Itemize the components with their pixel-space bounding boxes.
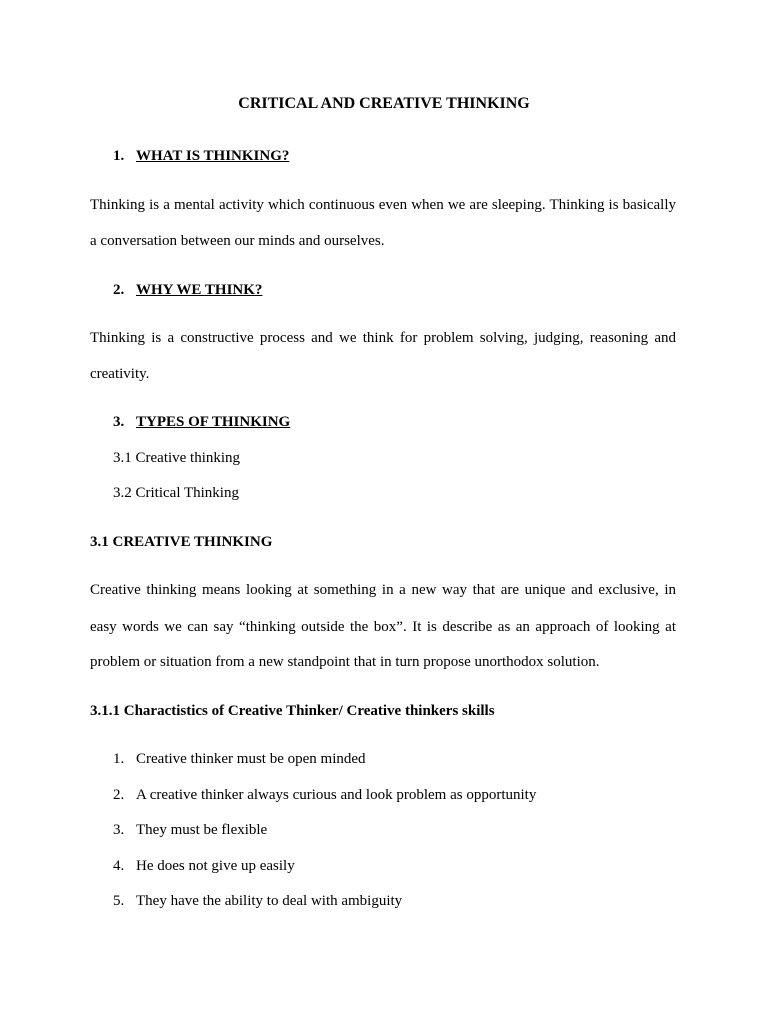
section-2-heading: WHY WE THINK? bbox=[136, 282, 263, 298]
section-1-number: 1. bbox=[113, 148, 125, 164]
section-1-paragraph-line-1: Thinking is a mental activity which continuous even when we are sleeping. Thinking is basically bbox=[90, 197, 676, 213]
section-1-heading: WHAT IS THINKING? bbox=[136, 148, 290, 164]
characteristics-heading: 3.1.1 Charactistics of Creative Thinker/ Creative thinkers skills bbox=[90, 703, 495, 719]
list-item: They have the ability to deal with ambiguity bbox=[136, 893, 403, 909]
creative-thinking-heading: 3.1 CREATIVE THINKING bbox=[90, 534, 273, 550]
section-3-heading: TYPES OF THINKING bbox=[136, 414, 291, 430]
section-3-number: 3. bbox=[113, 414, 125, 430]
list-item: He does not give up easily bbox=[136, 858, 295, 874]
types-item-creative: 3.1 Creative thinking bbox=[113, 450, 241, 466]
section-1-paragraph-line-2: a conversation between our minds and ourselves. bbox=[90, 233, 385, 249]
creative-paragraph-line-3: problem or situation from a new standpoint that in turn propose unorthodox solution. bbox=[90, 654, 600, 670]
list-item: Creative thinker must be open minded bbox=[136, 751, 366, 767]
list-item: A creative thinker always curious and look problem as opportunity bbox=[136, 787, 537, 803]
types-item-critical: 3.2 Critical Thinking bbox=[113, 485, 239, 501]
creative-paragraph-line-2: easy words we can say “thinking outside the box”. It is describe as an approach of looking at bbox=[90, 619, 676, 635]
list-item-number: 5. bbox=[113, 893, 125, 909]
section-2-paragraph-line-1: Thinking is a constructive process and we think for problem solving, judging, reasoning and bbox=[90, 330, 676, 346]
list-item-number: 1. bbox=[113, 751, 125, 767]
list-item: They must be flexible bbox=[136, 822, 268, 838]
list-item-number: 2. bbox=[113, 787, 125, 803]
list-item-number: 3. bbox=[113, 822, 125, 838]
creative-paragraph-line-1: Creative thinking means looking at something in a new way that are unique and exclusive, in bbox=[90, 582, 676, 598]
section-2-paragraph-line-2: creativity. bbox=[90, 366, 150, 382]
document-title: CRITICAL AND CREATIVE THINKING bbox=[238, 95, 530, 112]
list-item-number: 4. bbox=[113, 858, 125, 874]
section-2-number: 2. bbox=[113, 282, 125, 298]
